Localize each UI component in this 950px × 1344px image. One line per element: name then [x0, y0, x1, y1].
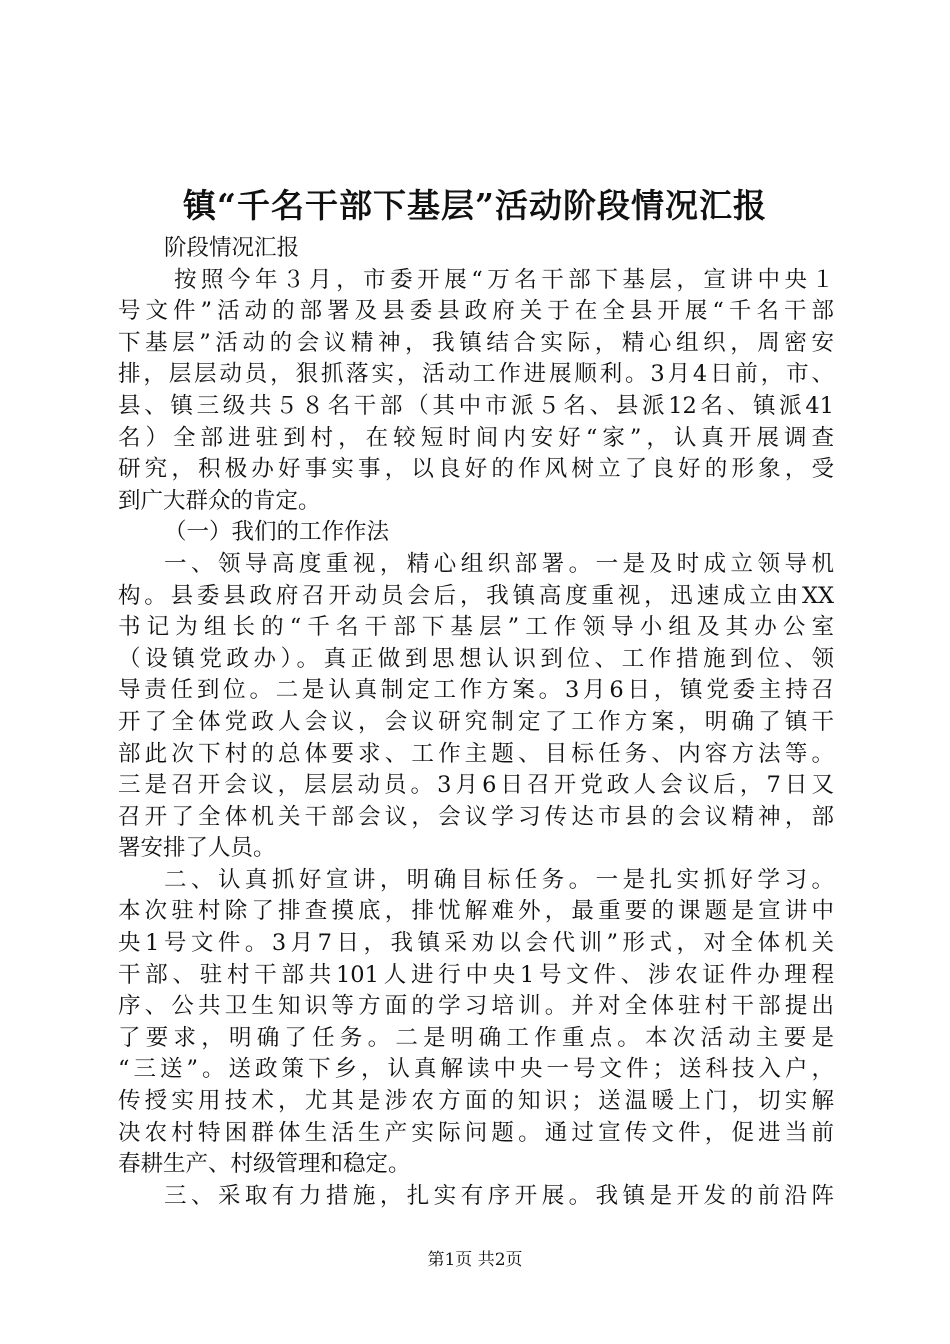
body-line: 二、认真抓好宣讲，明确目标任务。一是扎实抓好学习。 — [164, 866, 834, 893]
body-line: 央1号文件。3月7日，我镇采劝以会代训”形式，对全体机关 — [118, 930, 834, 957]
section-heading: （一）我们的工作作法 — [164, 519, 390, 546]
body-line: 书记为组长的“千名干部下基层”工作领导小组及其办公室 — [118, 614, 834, 641]
body-line: 号文件”活动的部署及县委县政府关于在全县开展“千名干部 — [118, 298, 834, 325]
body-line: 开了全体党政人会议，会议研究制定了工作方案，明确了镇干 — [118, 708, 834, 735]
body-line: 署安排了人员。 — [118, 835, 276, 862]
body-line: 名）全部进驻到村，在较短时间内安好“家”，认真开展调查 — [118, 424, 834, 451]
body-line: 部此次下村的总体要求、工作主题、目标任务、内容方法等。 — [118, 740, 834, 767]
body-line: 决农村特困群体生活生产实际问题。通过宣传文件，促进当前 — [118, 1119, 834, 1146]
page-footer: 第1页 共2页 — [427, 1250, 523, 1270]
body-line: 构。县委县政府召开动员会后，我镇高度重视，迅速成立由XX — [118, 582, 834, 609]
body-line: 序、公共卫生知识等方面的学习培训。并对全体驻村干部提出 — [118, 993, 834, 1020]
body-line: 按照今年３月，市委开展“万名干部下基层，宣讲中央１ — [174, 266, 834, 293]
document-title: 镇“千名干部下基层”活动阶段情况汇报 — [183, 186, 767, 225]
body-line: 春耕生产、村级管理和稳定。 — [118, 1151, 411, 1178]
body-line: 一、领导高度重视，精心组织部署。一是及时成立领导机 — [164, 550, 834, 577]
body-line: 三、采取有力措施，扎实有序开展。我镇是开发的前沿阵 — [164, 1182, 834, 1209]
document-body — [118, 233, 834, 1212]
body-line: 干部、驻村干部共101人进行中央1号文件、涉农证件办理程 — [118, 961, 834, 988]
body-line: 研究，积极办好事实事，以良好的作风树立了良好的形象，受 — [118, 456, 834, 483]
body-line: （设镇党政办）。真正做到思想认识到位、工作措施到位、领 — [118, 645, 834, 672]
body-line: 本次驻村除了排查摸底，排忧解难外，最重要的课题是宣讲中 — [118, 898, 834, 925]
body-line: 阶段情况汇报 — [164, 235, 300, 261]
body-line: 传授实用技术，尤其是涉农方面的知识；送温暖上门，切实解 — [118, 1088, 834, 1115]
body-line: 召开了全体机关干部会议，会议学习传达市县的会议精神，部 — [118, 803, 834, 830]
body-line: 三是召开会议，层层动员。3月6日召开党政人会议后，7日又 — [118, 772, 834, 799]
body-line: 县、镇三级共５８名干部（其中市派５名、县派12名、镇派41 — [118, 392, 834, 419]
body-line: “三送”。送政策下乡，认真解读中央一号文件；送科技入户， — [118, 1056, 834, 1083]
body-line: 到广大群众的肯定。 — [118, 487, 321, 514]
body-line: 导责任到位。二是认真制定工作方案。3月6日，镇党委主持召 — [118, 677, 834, 704]
body-line: 排，层层动员，狠抓落实，活动工作进展顺利。3月4日前，市、 — [118, 361, 834, 388]
body-line: 了要求，明确了任务。二是明确工作重点。本次活动主要是 — [118, 1024, 834, 1051]
body-line: 下基层”活动的会议精神，我镇结合实际，精心组织，周密安 — [118, 329, 834, 356]
